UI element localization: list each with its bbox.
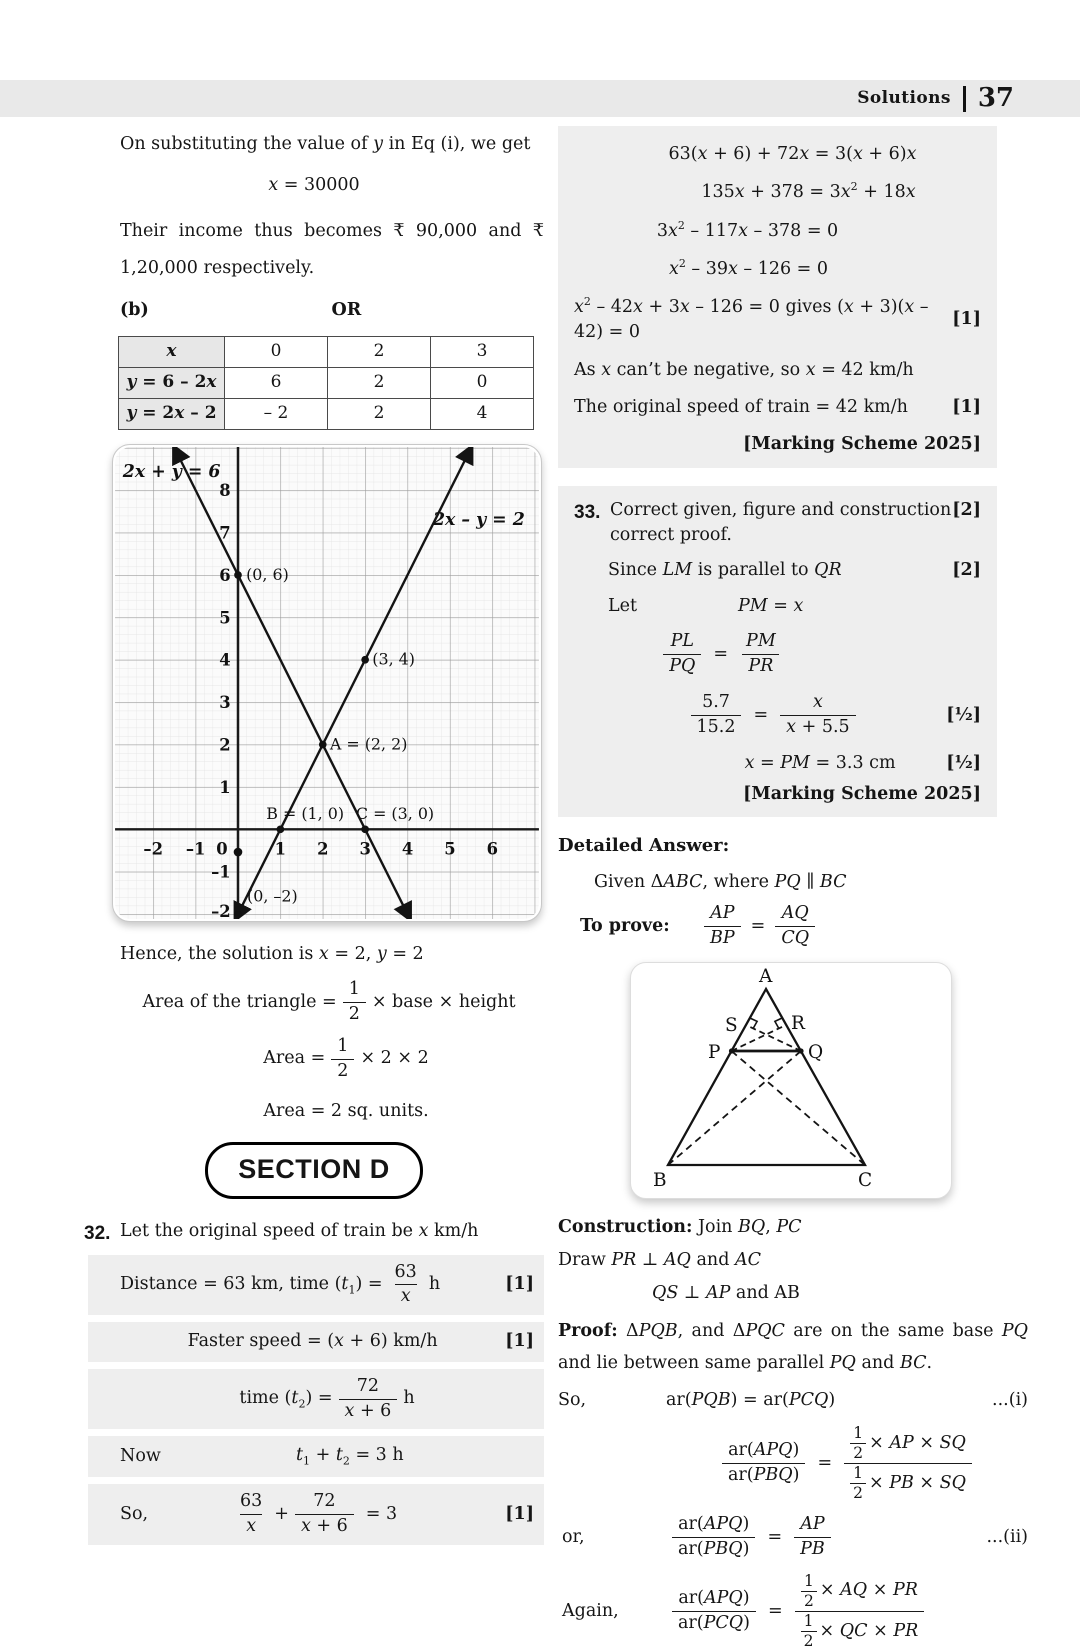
construction-text: Join BQ, PC [698, 1216, 802, 1237]
ratio-C-body [666, 1573, 1028, 1650]
pm-eq: PM = x [738, 595, 804, 616]
x-tick-1: 1 [274, 839, 287, 859]
point-0-minus2 [234, 910, 242, 918]
equation-line: $x^2 - 39x - 126 = 0$ [668, 256, 829, 279]
faster-speed-eq: Faster speed = (x + 6) km/h [187, 1331, 438, 1352]
x-tick-m1: –1 [185, 839, 206, 859]
label-point-0-6: (0, 6) [246, 564, 289, 584]
x-tick-m2: –2 [143, 839, 164, 859]
proof-text: ΔPQB, and ΔPQC are on the same base PQ and lie between same parallel PQ and BC. [558, 1320, 1028, 1374]
q33-let-line [574, 594, 981, 619]
y-tick-2: 2 [219, 735, 231, 755]
y-tick-m2: –2 [211, 901, 231, 919]
vertex-label-A: A [759, 965, 773, 987]
final-speed-text: The original speed of train = 42 km/h [574, 396, 908, 417]
marking-scheme-note: [Marking Scheme 2025] [743, 434, 981, 455]
y-tick-5: 5 [219, 607, 231, 627]
equation-tag-ii: ...(ii) [986, 1526, 1028, 1547]
point-3-4 [361, 656, 369, 664]
y-tick-3: 3 [219, 692, 231, 712]
section-d-wrap [84, 1142, 544, 1199]
fraction-63-x: $\frac{63}{x}$ [394, 1261, 417, 1307]
hence-line: Hence, the solution is x = 2, y = 2 [120, 943, 424, 964]
marking-scheme-note: [Marking Scheme 2025] [743, 784, 981, 805]
table-row [119, 398, 534, 429]
equals-sign: = [753, 704, 769, 725]
ratio-equation-A [558, 1425, 1028, 1502]
table-row [119, 367, 534, 398]
y-tick-4: 4 [219, 650, 231, 670]
table-header-y2: y = 2x – 2 [119, 398, 225, 429]
fraction-half: $\frac{1}{2}$ [343, 979, 366, 1026]
equals-3: = 3 [365, 1503, 398, 1524]
let-label: Let [608, 595, 638, 616]
marks-badge: [1] [505, 1274, 534, 1295]
question-32-number: 32. [84, 1223, 111, 1245]
triangle-svg [631, 963, 951, 1198]
fraction-PM-PR: $\frac{PM}{PR}$ [740, 631, 782, 678]
equation-line: 63(x + 6) + 72x = 3(x + 6)x [668, 144, 917, 164]
area-calc-pre: Area = [263, 1048, 326, 1069]
para-income: Their income thus becomes ₹ 90,000 and ₹ 1,20,000 respectively. [120, 220, 544, 278]
equals-sign: = [767, 1526, 783, 1547]
label-point-0-minus2: (0, –2) [247, 886, 298, 906]
x-tick-4: 4 [401, 839, 414, 859]
equation-line: $3x^2 - 117x - 378 = 0$ [656, 218, 839, 241]
time2-post: h [403, 1388, 415, 1409]
equals-sign: = [817, 1452, 833, 1473]
header-title: Solutions [857, 88, 951, 109]
final-speed-line [574, 395, 981, 420]
ratio-equation-B [558, 1514, 1028, 1561]
equals-sign: = [767, 1600, 783, 1621]
q32-line-so [88, 1484, 544, 1545]
so-label: So, [120, 1503, 149, 1524]
y-tick-8: 8 [219, 480, 231, 500]
table-cell: 4 [431, 398, 534, 429]
fraction-5.7-15.2: $\frac{5.7}{15.2}$ [691, 692, 742, 739]
x-tick-5: 5 [444, 839, 456, 859]
part-b-row [84, 298, 544, 323]
question-33-head [574, 498, 981, 549]
question-33-block [558, 486, 997, 818]
line2-equation-label: 2x – y = 2 [432, 509, 525, 530]
q32-continuation-block [558, 126, 997, 468]
q32-line-distance [88, 1255, 544, 1316]
fraction-AP-BP: $\frac{AP}{BP}$ [704, 903, 741, 950]
right-column [558, 118, 1028, 1650]
part-b-label: (b) [120, 300, 149, 321]
fraction-half: $\frac{1}{2}$ [850, 1465, 866, 1502]
triangle-figure [630, 962, 952, 1199]
table-cell: 3 [431, 336, 534, 367]
marks-badge: [½] [946, 752, 981, 773]
ratio-equation-C [558, 1573, 1028, 1650]
fraction-72-x6: $\frac{72}{x + 6}$ [339, 1376, 398, 1423]
point-0-6 [234, 571, 242, 579]
proof-label: Proof: [558, 1320, 618, 1341]
label-point-A: A = (2, 2) [329, 734, 408, 754]
y-tick-m1: –1 [211, 862, 231, 882]
fraction-arAPQ-arPCQ: $\frac{\text{ar(APQ)}}{\text{ar(PCQ)}}$ [672, 1588, 756, 1635]
page-number: 37 [977, 82, 1014, 113]
table-row [119, 336, 534, 367]
q32-line-now [88, 1436, 544, 1476]
point-C-3-0 [361, 825, 369, 833]
x-tick-3: 3 [359, 839, 371, 859]
equation-x-value: x = 30000 [268, 175, 360, 196]
fraction-half-AQ-PR-over-half-QC-PR [795, 1573, 925, 1650]
ratio-A-body [666, 1425, 1028, 1502]
left-column [84, 118, 544, 1650]
time-sum-eq: $t_1 + t_2 = 3$ h [296, 1445, 404, 1468]
page-content [0, 118, 1080, 1650]
fraction-half: $\frac{1}{2}$ [801, 1573, 817, 1610]
to-prove-label: To prove: [580, 915, 670, 936]
area-equality-eq: ar(PQB) = ar(PCQ) [666, 1389, 836, 1410]
y-tick-7: 7 [219, 523, 231, 543]
question-32-intro: Let the original speed of train be x km/h [120, 1221, 479, 1242]
given-line: Given ΔABC, where PQ ∥ BC [594, 871, 847, 892]
section-d-heading: SECTION D [205, 1142, 423, 1199]
distance-post: h [428, 1274, 441, 1295]
distance-pre: Distance = 63 km, time $(t_1)$ = [120, 1273, 383, 1297]
header-divider [963, 86, 966, 112]
pm-result: x = PM = 3.3 cm [744, 752, 896, 773]
q32-line-faster-speed [88, 1322, 544, 1361]
equals-sign: = [750, 915, 766, 936]
value-table [118, 336, 534, 430]
numerator-tail: × AP × SQ [869, 1432, 966, 1453]
or-label: OR [331, 300, 362, 321]
vertex-label-C: C [858, 1169, 873, 1191]
q33-ratio-line [574, 631, 981, 678]
label-point-B: B = (1, 0) [266, 803, 345, 823]
area-formula-post: × base × height [371, 991, 516, 1012]
draw-line-1: Draw PR ⊥ AQ and AC [558, 1250, 761, 1271]
point-label-P: P [708, 1041, 721, 1063]
now-label: Now [120, 1445, 161, 1466]
time2-pre: time $(t_2)$ = [239, 1387, 333, 1411]
point-A-2-2 [319, 740, 327, 748]
since-text: Since LM is parallel to QR [608, 560, 842, 581]
area-calc-line [84, 1036, 544, 1083]
numerator-tail: × AQ × PR [819, 1580, 918, 1601]
factorised-eq: $x^2 - 42x + 3x - 126 = 0$ gives (x + 3)(x – 42) = 0 [574, 294, 929, 343]
fraction-half-AP-SQ-over-half-PB-SQ [844, 1425, 972, 1502]
fraction-arAPQ-arPBQ: $\frac{\text{ar(APQ)}}{\text{ar(PBQ)}}$ [672, 1514, 755, 1561]
dashed-PC [732, 1051, 866, 1165]
area-calc-post: × 2 × 2 [360, 1048, 429, 1069]
area-formula-pre: Area of the triangle = [142, 991, 337, 1012]
fraction-half: $\frac{1}{2}$ [850, 1425, 866, 1462]
marks-badge: [2] [952, 560, 981, 581]
area-formula-line [84, 979, 544, 1026]
table-cell: 2 [328, 336, 431, 367]
table-cell: 2 [328, 367, 431, 398]
label-point-C: C = (3, 0) [355, 803, 435, 823]
label-point-3-4: (3, 4) [372, 649, 415, 669]
question-32 [84, 1219, 544, 1248]
draw-line-2: QS ⊥ AP and AB [652, 1283, 800, 1304]
q33-values-line [574, 692, 981, 739]
graph-svg [115, 447, 539, 919]
x-tick-0: 0 [216, 839, 228, 859]
y-tick-1: 1 [219, 777, 231, 797]
q33-result-line [574, 751, 981, 776]
to-prove-line [558, 903, 1028, 950]
q33-since-line [574, 558, 981, 583]
dashed-BQ [668, 1051, 801, 1165]
ratio-B-body [666, 1514, 986, 1561]
again-label: Again, [562, 1600, 619, 1621]
area-result-line: Area = 2 sq. units. [263, 1100, 429, 1121]
plus-sign: + [274, 1503, 289, 1524]
point-label-R: R [791, 1012, 805, 1034]
table-header-y1: y = 6 – 2x [119, 367, 225, 398]
so-label: So, [558, 1389, 587, 1410]
equals-sign: = [713, 643, 729, 664]
fraction-AP-PB: $\frac{AP}{PB}$ [794, 1514, 831, 1561]
para-substitute: On substituting the value of y in Eq (i), we get [120, 134, 531, 154]
graph-figure [112, 444, 542, 922]
marks-badge: [1] [505, 1331, 534, 1352]
fraction-arAPQ-arPBQ: $\frac{\text{ar(APQ)}}{\text{ar(PBQ)}}$ [722, 1440, 805, 1487]
equation-line: $135x + 378 = 3x^2 + 18x$ [701, 180, 916, 203]
fraction-x-x5.5: $\frac{x}{x + 5.5}$ [780, 692, 856, 739]
so-area-line [558, 1388, 1028, 1413]
table-header-x: x [119, 336, 225, 367]
page-header [0, 80, 1080, 117]
line1-equation-label: 2x + y = 6 [122, 461, 221, 482]
fraction-PL-PQ: $\frac{PL}{PQ}$ [663, 631, 701, 678]
y-tick-6: 6 [219, 565, 231, 585]
point-axis-dot [234, 847, 243, 856]
construction-line [558, 1215, 1028, 1240]
fraction-half: $\frac{1}{2}$ [331, 1036, 354, 1083]
equation-tag-i: ...(i) [992, 1389, 1028, 1410]
question-33-intro: Correct given, figure and construction correct proof. [610, 499, 952, 546]
table-cell: 2 [328, 398, 431, 429]
marks-badge: [1] [952, 396, 981, 417]
proof-paragraph [558, 1315, 1028, 1380]
marks-badge: [1] [952, 309, 981, 330]
x-tick-2: 2 [317, 839, 329, 859]
factorised-line [574, 294, 981, 346]
denominator-tail: × PB × SQ [868, 1472, 966, 1493]
fraction-72-x6: $\frac{72}{x + 6}$ [295, 1491, 354, 1538]
q32-line-time2 [88, 1369, 544, 1430]
point-B-1-0 [277, 825, 285, 833]
point-label-S: S [725, 1014, 738, 1036]
table-cell: 0 [431, 367, 534, 398]
marks-badge: [2] [952, 499, 981, 520]
table-cell: 0 [225, 336, 328, 367]
fraction-AQ-CQ: $\frac{AQ}{CQ}$ [775, 903, 815, 950]
x-tick-6: 6 [486, 839, 498, 859]
detailed-answer-heading: Detailed Answer: [558, 835, 730, 857]
marks-badge: [½] [946, 704, 981, 725]
or-label: or, [562, 1526, 585, 1547]
question-33-number: 33. [574, 501, 601, 523]
construction-label: Construction: [558, 1216, 693, 1237]
denominator-tail: × QC × PR [819, 1620, 919, 1641]
table-cell: – 2 [225, 398, 328, 429]
marks-badge: [1] [505, 1503, 534, 1524]
point-label-Q: Q [808, 1041, 824, 1063]
fraction-63-x: $\frac{63}{x}$ [240, 1490, 263, 1536]
negative-note-line: As x can’t be negative, so x = 42 km/h [574, 359, 914, 380]
table-cell: 6 [225, 367, 328, 398]
vertex-label-B: B [653, 1169, 667, 1191]
fraction-half: $\frac{1}{2}$ [801, 1613, 817, 1650]
